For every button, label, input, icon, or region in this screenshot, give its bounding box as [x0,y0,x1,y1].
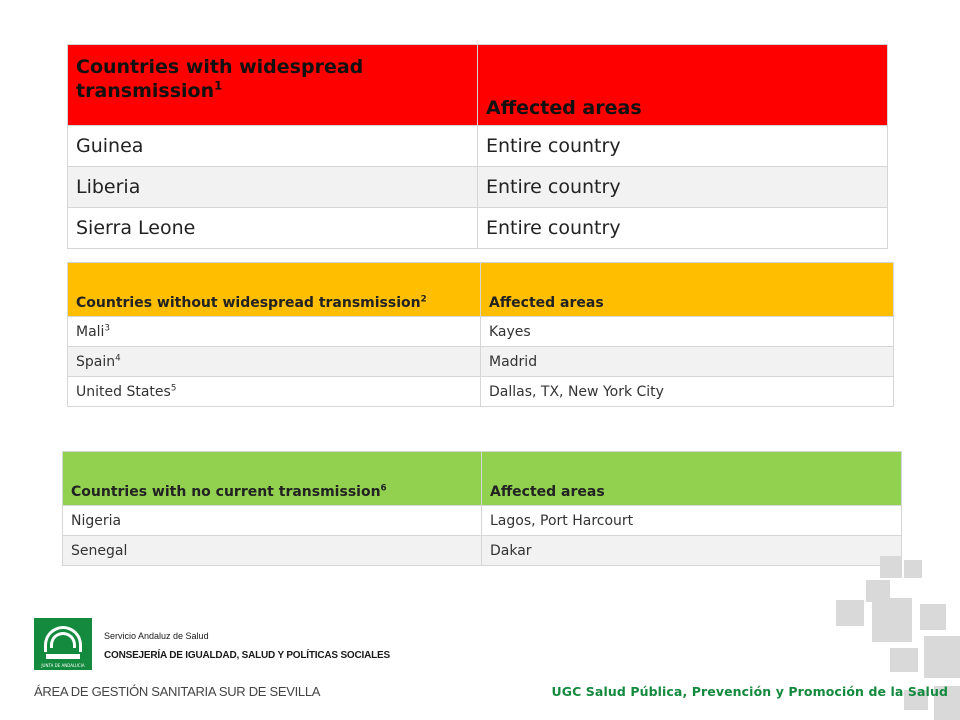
areas-cell: Lagos, Port Harcourt [482,506,902,536]
country-cell: Sierra Leone [68,208,478,249]
table-row [68,317,894,347]
areas-cell: Madrid [481,347,894,377]
table-header-row [68,45,888,126]
country-cell: United States$^5$ [68,377,481,407]
table-row [68,167,888,208]
areas-cell: Entire country [478,167,888,208]
table-row [68,126,888,167]
header-country: Countries with widespread transmission$^1$ [68,45,478,126]
decorative-square [880,556,902,578]
country-cell: Nigeria [63,506,482,536]
decorative-square [920,604,946,630]
junta-logo [34,618,92,670]
areas-cell: Dakar [482,536,902,566]
decorative-square [836,600,864,626]
header-areas: Affected areas [481,263,894,317]
widespread-transmission-table [67,44,888,249]
table-row [63,536,902,566]
table-row [68,208,888,249]
country-cell: Senegal [63,536,482,566]
country-cell: Mali$^3$ [68,317,481,347]
areas-cell: Dallas, TX, New York City [481,377,894,407]
logo-base [46,654,80,659]
country-cell: Spain$^4$ [68,347,481,377]
no-current-transmission-table [62,451,902,566]
decorative-square [890,648,918,672]
logo-caption: JUNTA DE ANDALUCIA [41,663,85,668]
country-cell: Guinea [68,126,478,167]
table-row [63,506,902,536]
header-areas: Affected areas [482,452,902,506]
areas-cell: Entire country [478,208,888,249]
header-country: Countries without widespread transmission$^2$ [68,263,481,317]
without-widespread-transmission-table [67,262,894,407]
header-country: Countries with no current transmission$^6$ [63,452,482,506]
unit-name: UGC Salud Pública, Prevención y Promoción de la Salud [551,684,948,699]
areas-cell: Kayes [481,317,894,347]
decorative-square [904,560,922,578]
ministry-name: CONSEJERÍA DE IGUALDAD, SALUD Y POLÍTICAS SOCIALES [104,650,390,661]
table-row [68,347,894,377]
header-areas: Affected areas [478,45,888,126]
health-area-name: ÁREA DE GESTIÓN SANITARIA SUR DE SEVILLA [34,684,321,699]
table-header-row [68,263,894,317]
org-name: Servicio Andaluz de Salud [104,631,209,641]
table-header-row [63,452,902,506]
decorative-square [872,598,912,642]
table-row [68,377,894,407]
country-cell: Liberia [68,167,478,208]
decorative-square [924,636,960,678]
areas-cell: Entire country [478,126,888,167]
